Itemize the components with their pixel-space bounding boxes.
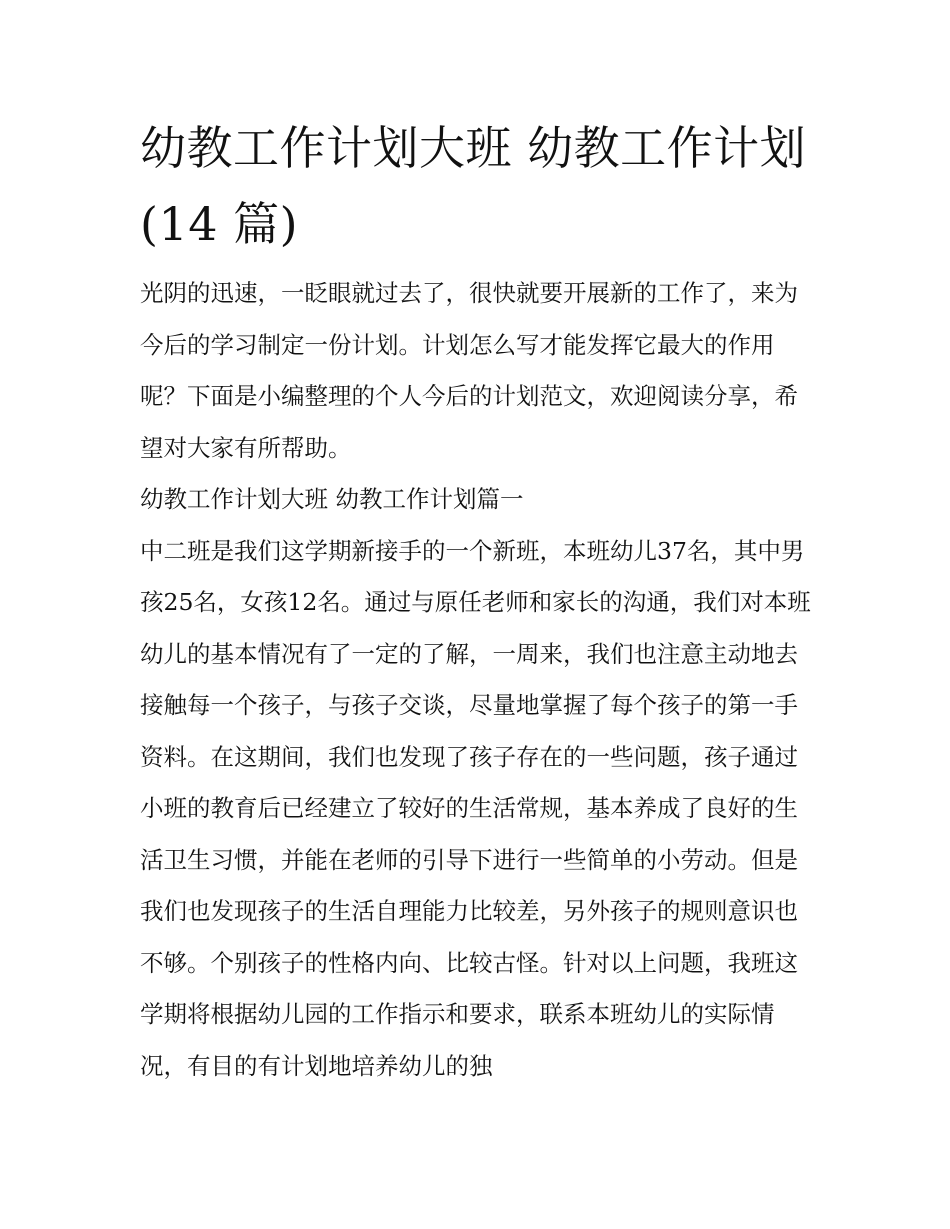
body-paragraph: 中二班是我们这学期新接手的一个新班，本班幼儿37名，其中男孩25名，女孩12名。通过与原任老师和家长的沟通，我们对本班幼儿的基本情况有了一定的了解，一周来，我们也注意主动地去接触每一个孩子，与孩子交谈，尽量地掌握了每个孩子的第一手资料。在这期间，我们也发现了孩子存在的一些问题，孩子通过小班的教育后已经建立了较好的生活常规，基本养成了良好的生活卫生习惯，并能在老师的引导下进行一些简单的小劳动。但是我们也发现孩子的生活自理能力比较差，另外孩子的规则意识也不够。个别孩子的性格内向、比较古怪。针对以上问题，我班这学期将根据幼儿园的工作指示和要求，联系本班幼儿的实际情况，有目的有计划地培养幼儿的独: [140, 536, 811, 1080]
document-content: [140, 110, 820, 1092]
document-title: 幼教工作计划大班 幼教工作计划(14 篇): [140, 121, 807, 251]
intro-paragraph: 光阴的迅速，一眨眼就过去了，很快就要开展新的工作了，来为今后的学习制定一份计划。计划怎么写才能发挥它最大的作用呢？下面是小编整理的个人今后的计划范文，欢迎阅读分享，希望对大家有所帮助。: [140, 279, 798, 462]
section-heading: 幼教工作计划大班 幼教工作计划篇一: [140, 485, 524, 513]
